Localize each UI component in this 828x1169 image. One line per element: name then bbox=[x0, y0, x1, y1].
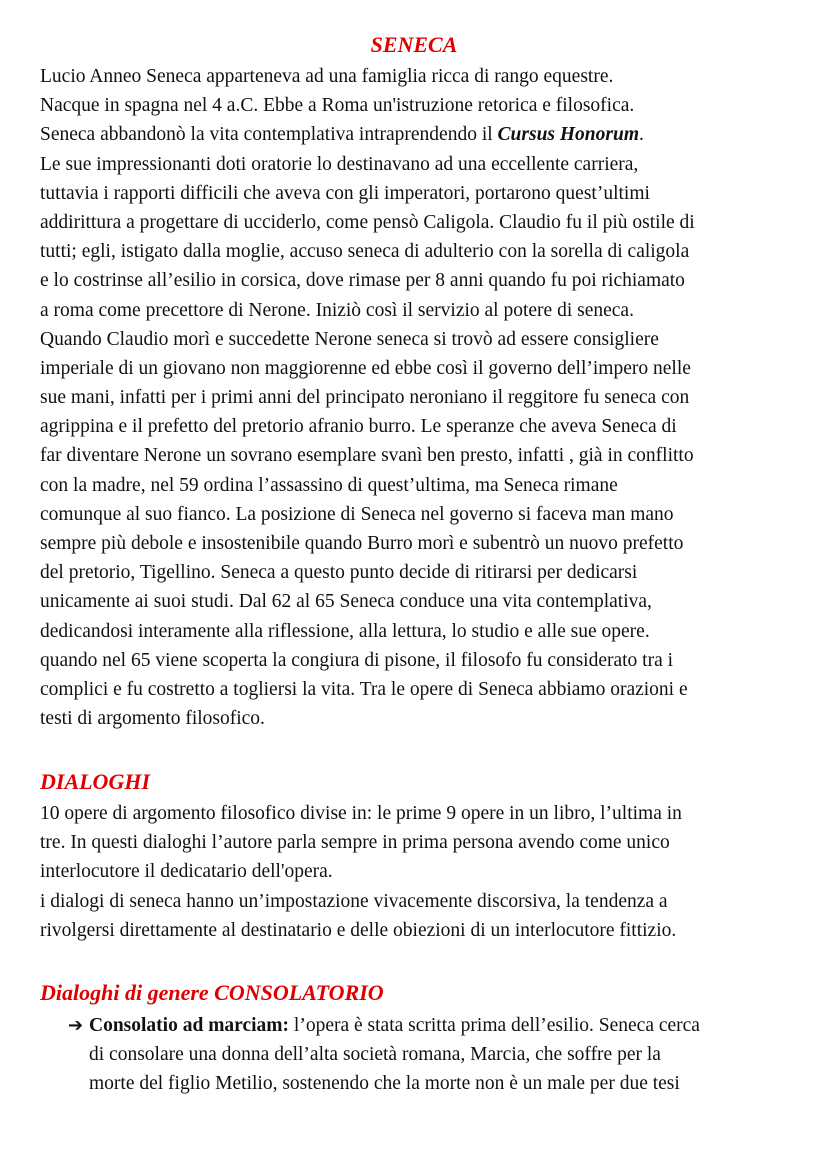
text-line: a roma come precettore di Nerone. Iniziò così il servizio al potere di seneca. bbox=[40, 299, 634, 321]
text-line: Le sue impressionanti doti oratorie lo destinavano ad una eccellente carriera, bbox=[40, 153, 639, 175]
text-span: l’opera è stata scritta prima dell’esilio. Seneca cerca bbox=[289, 1015, 700, 1036]
text-span: . bbox=[639, 124, 644, 146]
text-line: unicamente ai suoi studi. Dal 62 al 65 Seneca conduce una vita contemplativa, bbox=[40, 591, 652, 613]
text-line: complici e fu costretto a togliersi la vita. Tra le opere di Seneca abbiamo orazioni e bbox=[40, 678, 688, 700]
bullet-text bbox=[89, 1011, 809, 1099]
text-line: Nacque in spagna nel 4 a.C. Ebbe a Roma un'istruzione retorica e filosofica. bbox=[40, 95, 635, 117]
text-line: sempre più debole e insostenibile quando Burro morì e subentrò un nuovo prefetto bbox=[40, 533, 684, 554]
text-line: sue mani, infatti per i primi anni del principato neroniano il reggitore fu seneca con bbox=[40, 387, 690, 409]
text-line: e lo costrinse all’esilio in corsica, dove rimase per 8 anni quando fu poi richiamato bbox=[40, 270, 685, 292]
text-line: tutti; egli, istigato dalla moglie, accuso seneca di adulterio con la sorella di caligola bbox=[40, 241, 690, 263]
text-line: tre. In questi dialoghi l’autore parla sempre in prima persona avendo come unico bbox=[40, 832, 670, 854]
intro-paragraph bbox=[40, 62, 800, 733]
text-line bbox=[40, 120, 800, 149]
text-line bbox=[89, 1011, 809, 1040]
cursus-honorum-emphasis: Cursus Honorum bbox=[497, 124, 639, 146]
text-line: del pretorio, Tigellino. Seneca a questo punto decide di ritirarsi per dedicarsi bbox=[40, 562, 638, 584]
text-line: testi di argomento filosofico. bbox=[40, 708, 265, 730]
text-line: agrippina e il prefetto del pretorio afranio burro. Le speranze che aveva Seneca di bbox=[40, 416, 677, 438]
text-line: comunque al suo fianco. La posizione di Seneca nel governo si faceva man mano bbox=[40, 503, 674, 525]
text-line: addirittura a progettare di ucciderlo, come pensò Caligola. Claudio fu il più ostile di bbox=[40, 211, 695, 233]
text-line: 10 opere di argomento filosofico divise in: le prime 9 opere in un libro, l’ultima in bbox=[40, 803, 682, 824]
text-line: imperiale di un giovano non maggiorenne ed ebbe così il governo dell’impero nelle bbox=[40, 357, 691, 379]
text-line: rivolgersi direttamente al destinatario e delle obiezioni di un interlocutore fittizio. bbox=[40, 919, 677, 941]
arrow-right-icon: ➔ bbox=[68, 1015, 84, 1036]
text-line: dedicandosi interamente alla riflessione, alla lettura, lo studio e alle sue opere. bbox=[40, 620, 650, 642]
dialoghi-heading: DIALOGHI bbox=[40, 769, 151, 794]
dialoghi-paragraph bbox=[40, 799, 800, 945]
text-line: i dialogi di seneca hanno un’impostazione vivacemente discorsiva, la tendenza a bbox=[40, 890, 668, 912]
page-title: SENECA bbox=[370, 32, 458, 57]
text-line: far diventare Nerone un sovrano esemplare svanì ben presto, infatti , già in conflitto bbox=[40, 445, 694, 467]
text-line: morte del figlio Metilio, sostenendo che la morte non è un male per due tesi bbox=[89, 1073, 680, 1095]
bullet-label: Consolatio ad marciam: bbox=[89, 1015, 290, 1036]
text-line: tuttavia i rapporti difficili che aveva con gli imperatori, portarono quest’ultimi bbox=[40, 182, 650, 204]
text-line: quando nel 65 viene scoperta la congiura di pisone, il filosofo fu considerato tra i bbox=[40, 649, 674, 671]
text-span: Seneca abbandonò la vita contemplativa intraprendendo il bbox=[40, 124, 498, 146]
text-line: di consolare una donna dell’alta società romana, Marcia, che soffre per la bbox=[89, 1044, 661, 1066]
consolatorio-heading: Dialoghi di genere CONSOLATORIO bbox=[40, 980, 384, 1005]
text-line: Quando Claudio morì e succedette Nerone seneca si trovò ad essere consigliere bbox=[40, 328, 659, 350]
text-line: interlocutore il dedicatario dell'opera. bbox=[40, 861, 333, 883]
text-line: con la madre, nel 59 ordina l’assassino di quest’ultima, ma Seneca rimane bbox=[40, 474, 618, 496]
text-line: Lucio Anneo Seneca apparteneva ad una famiglia ricca di rango equestre. bbox=[40, 66, 614, 87]
